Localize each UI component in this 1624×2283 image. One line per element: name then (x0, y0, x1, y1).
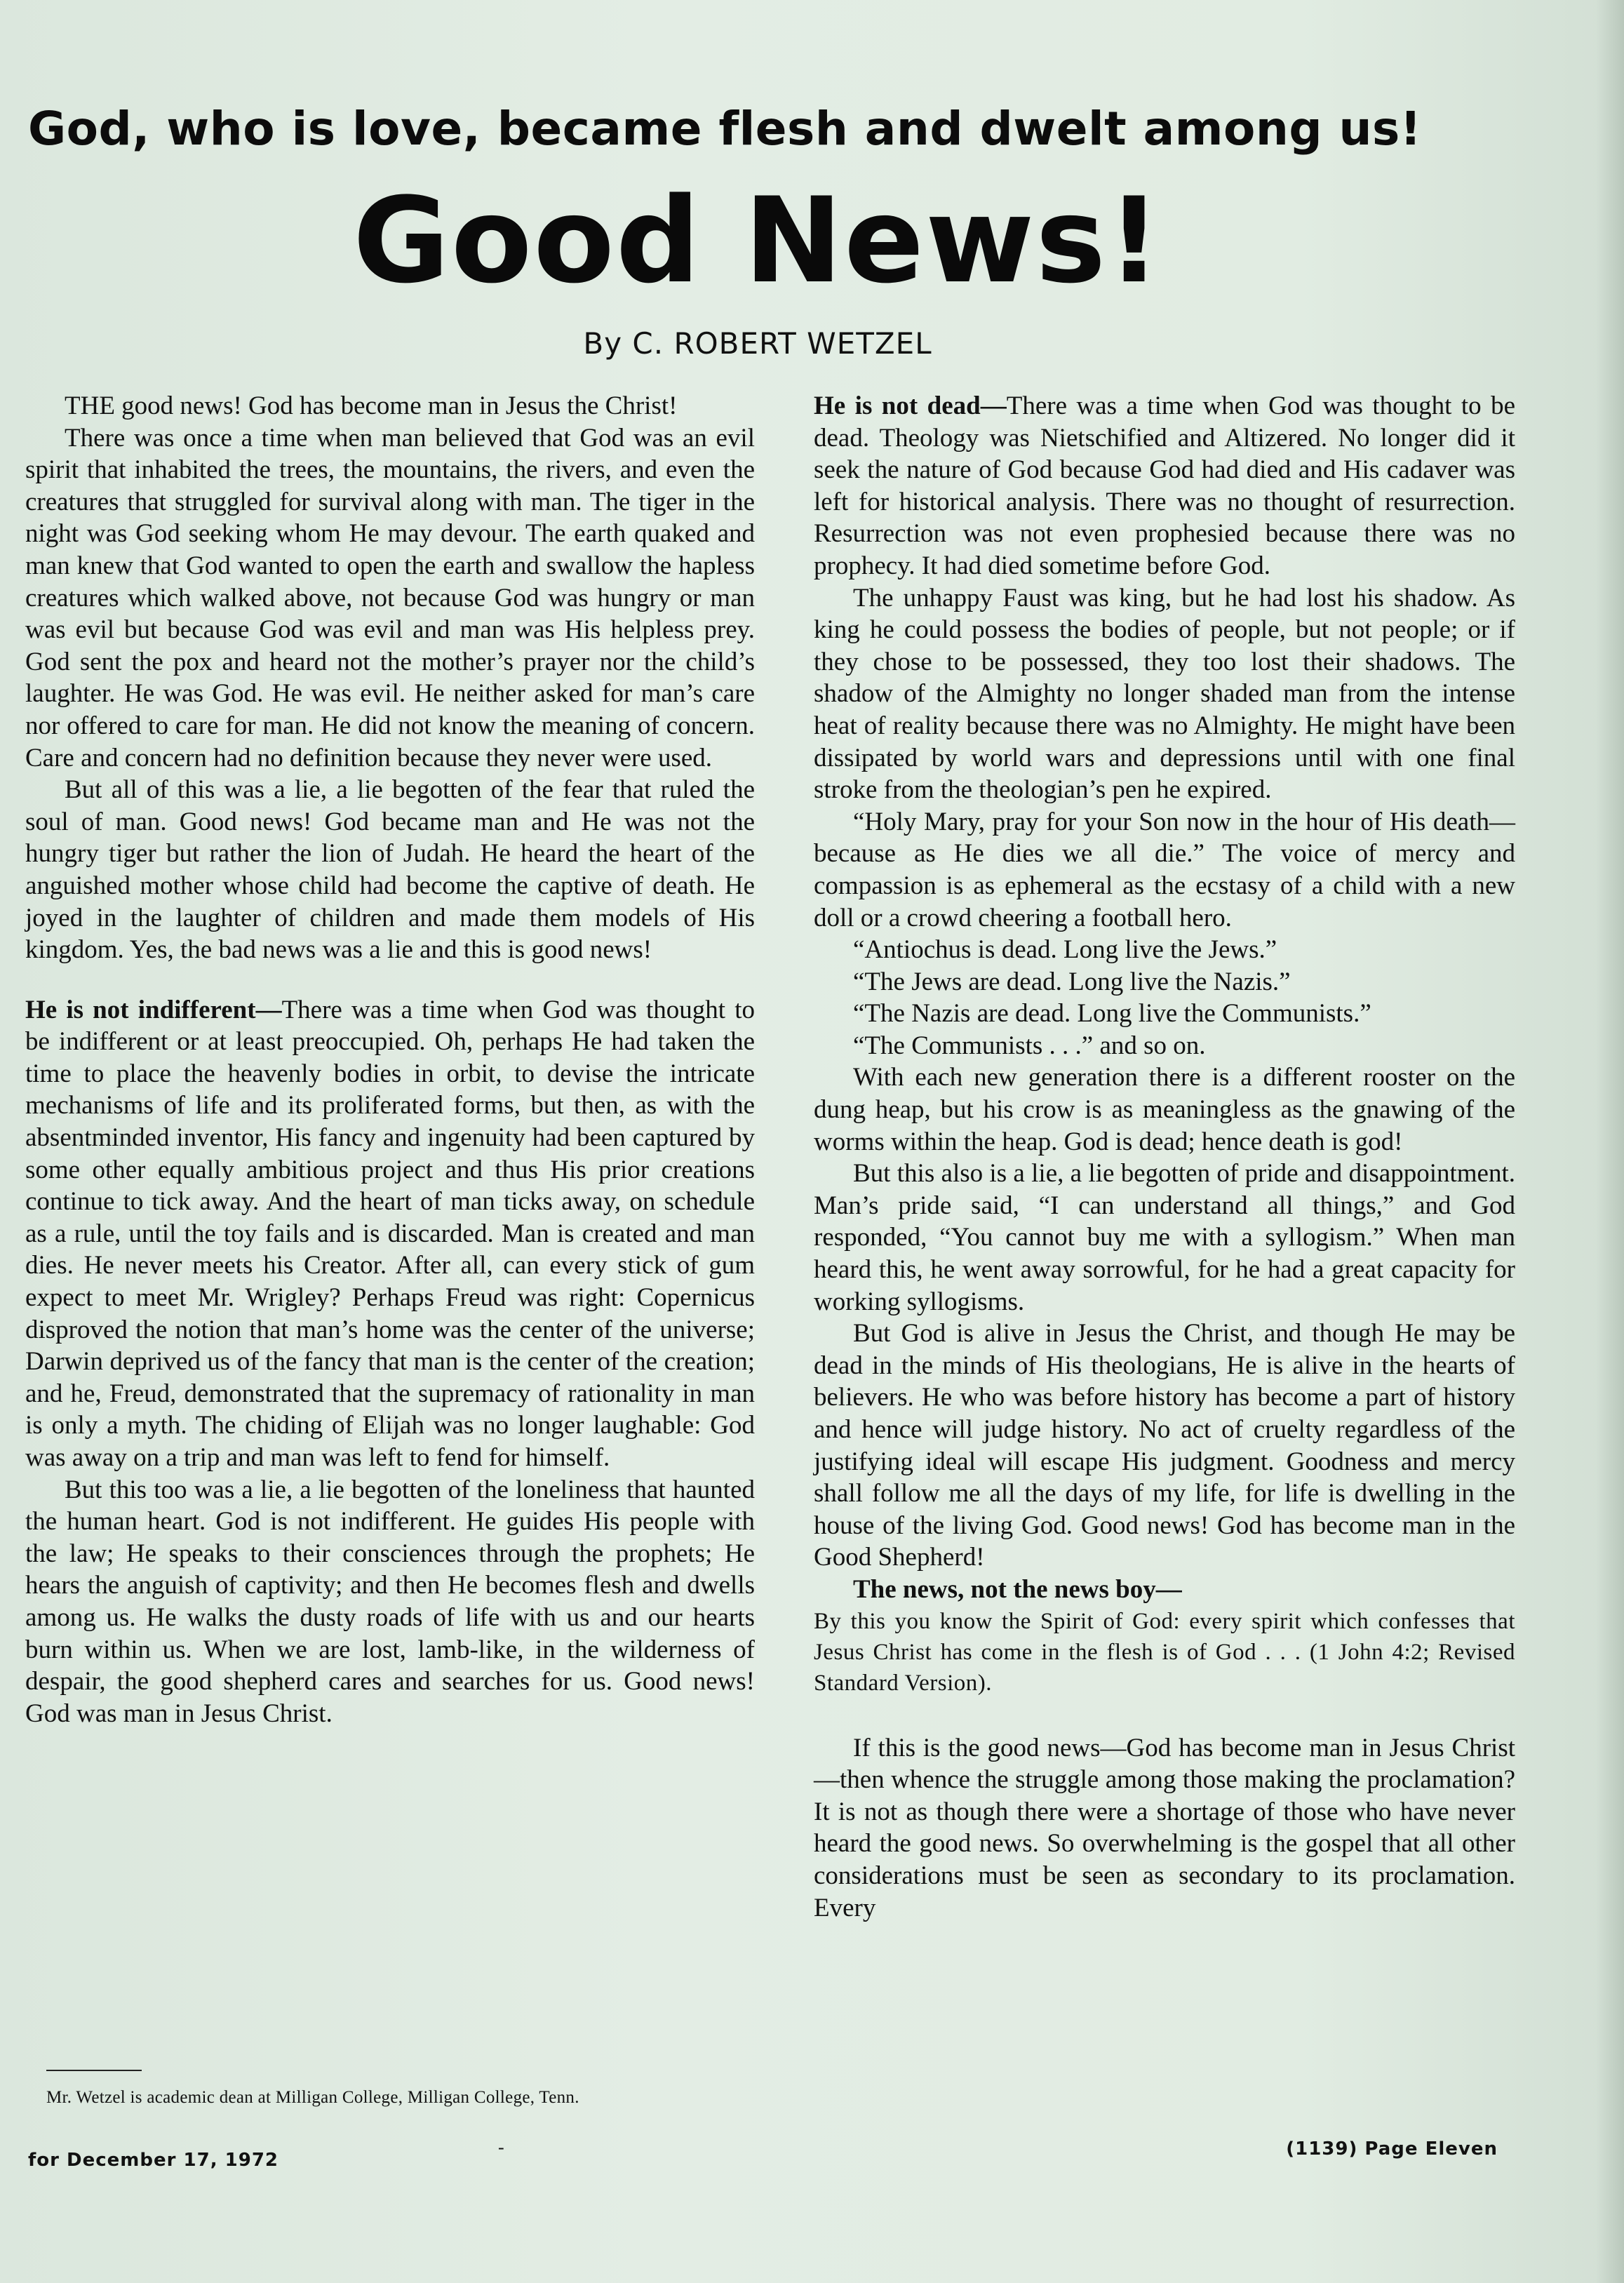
paragraph: “Holy Mary, pray for your Son now in the hour of His death—because as He dies we all die.” The voice of mercy and compassion is as ephemeral as the ecstasy of a child with a new doll or a crowd cheering a football hero. (814, 807, 1515, 932)
paragraph: But this too was a lie, a lie begotten of the loneliness that haunted the human heart. God is not indifferent. He guides His people with the law; He speaks to their consciences through the prophets; He hears the anguish of captivity; and then He becomes flesh and dwells among us. He walks the dusty roads of life with us and our hearts burn within us. When we are lost, lamb-like, in the wilderness of despair, the good shepherd cares and searches for us. Good news! God was man in Jesus Christ. (25, 1475, 755, 1728)
paragraph: The unhappy Faust was king, but he had lost his shadow. As king he could possess the bodies of people, but not people; or if they chose to be possessed, they too lost their shadows. The shadow of the Almighty no longer shaded man from the intense heat of reality because there was no Almighty. He might have been dissipated by world wars and depressions until with one final stroke from the theologian’s pen he expired. (814, 583, 1515, 805)
section-heading: He is not dead— (814, 391, 1007, 420)
footer-mark: - (498, 2137, 504, 2157)
paragraph: There was a time when God was thought to be dead. Theology was Nietschified and Altizered. No longer did it seek the nature of God because God had died and His cadaver was left for historical analysis. There was no thought of resurrection. Resurrection was not even prophesied because there was no prophecy. It had died sometime before God. (814, 391, 1515, 580)
paragraph: But this also is a lie, a lie begotten of pride and disappointment. Man’s pride said, “I can understand all things,” and God responded, “You cannot buy me with a syllogism.” When man heard this, he went away sorrowful, for he had a great capacity for working syllogisms. (814, 1159, 1515, 1316)
paragraph: With each new generation there is a different rooster on the dung heap, but his crow is as meaningless as the gnawing of the worms within the heap. God is dead; hence death is god! (814, 1063, 1515, 1156)
paragraph: If this is the good news—God has become man in Jesus Christ—then whence the struggle among those making the proclamation? It is not as though there were a shortage of those who have never heard the good news. So overwhelming is the gospel that all other considerations must be seen as secondary to its proclamation. Every (814, 1733, 1515, 1922)
quote-line: “The Jews are dead. Long live the Nazis.” (853, 967, 1291, 996)
paragraph: There was a time when God was thought to be indifferent or at least preoccupied. Oh, perhaps He had taken the time to place the heavenly bodies in orbit, to devise the intricate mechanisms of life and its proliferated forms, but then, as with the absentminded inventor, His fancy and ingenuity had been captured by some other equally ambitious project and thus His prior creations continue to tick away. And the heart of man ticks away, on schedule as a rule, until the toy fails and is discarded. Man is created and man dies. He never meets his Creator. After all, can every stick of gum expect to meet Mr. Wrigley? Perhaps Freud was right: Copernicus disproved the notion that man’s home was the center of the universe; Darwin deprived us of the fancy that man is the center of the creation; and he, Freud, demonstrated that the supremacy of rationality in man is only a myth. The chiding of Elijah was no longer laughable: God was away on a trip and man was left to fend for himself. (25, 995, 755, 1472)
right-column (814, 390, 1515, 1924)
quote-line: “The Communists . . .” and so on. (853, 1031, 1206, 1060)
section-heading: He is not indifferent— (25, 995, 282, 1024)
footer-page-number: (1139) Page Eleven (1286, 2138, 1498, 2160)
section-heading: The news, not the news boy— (853, 1574, 1182, 1604)
article-byline: By C. ROBERT WETZEL (583, 326, 932, 361)
footer-date: for December 17, 1972 (28, 2150, 279, 2171)
quote-line: “Antiochus is dead. Long live the Jews.” (853, 935, 1277, 965)
section-he-is-not-indifferent (25, 994, 755, 1474)
paragraph: There was once a time when man believed that God was an evil spirit that inhabited the trees, the mountains, the rivers, and even the creatures that struggled for survival along with man. The tiger in the night was God seeking whom He may devour. The earth quaked and man knew that God wanted to open the earth and swallow the hapless creatures which walked above, not because God was hungry or man was evil but because God was evil and man was His helpless prey. God sent the pox and heard not the mother’s prayer nor the child’s laughter. He was God. He was evil. He neither asked for man’s care nor offered to care for man. He did not know the meaning of concern. Care and concern had no definition because they never were used. (25, 423, 755, 772)
article-title: Good News! (353, 172, 1162, 309)
footnote-divider (46, 2070, 142, 2071)
page-edge-shadow (1596, 0, 1624, 2283)
left-column (25, 390, 755, 1729)
author-footnote: Mr. Wetzel is academic dean at Milligan College, Milligan College, Tenn. (46, 2088, 579, 2107)
scripture-quote: By this you know the Spirit of God: every spirit which confesses that Jesus Christ has come in the flesh is of God . . . (1 John 4:2; Revised Standard Version). (814, 1608, 1515, 1696)
section-he-is-not-dead (814, 390, 1515, 582)
paragraph: But all of this was a lie, a lie begotten of the fear that ruled the soul of man. Good news! God became man and He was not the hungry tiger but rather the lion of Judah. He heard the heart of the anguished mother whose child had become the captive of death. He joyed in the laughter of children and made them models of His kingdom. Yes, the bad news was a lie and this is good news! (25, 775, 755, 965)
article-kicker: God, who is love, became flesh and dwelt among us! (28, 102, 1422, 156)
quote-line: “The Nazis are dead. Long live the Communists.” (853, 999, 1371, 1029)
paragraph: But God is alive in Jesus the Christ, and though He may be dead in the minds of His theologians, He is alive in the hearts of believers. He who was before history has become a part of history and hence will judge history. No act of cruelty regardless of the justifying ideal will escape His judgment. Goodness and mercy shall follow me all the days of my life, for life is dwelling in the house of the living God. Good news! God has become man in the Good Shepherd! (814, 1319, 1515, 1572)
paragraph: THE good news! God has become man in Jesus the Christ! (65, 391, 678, 420)
